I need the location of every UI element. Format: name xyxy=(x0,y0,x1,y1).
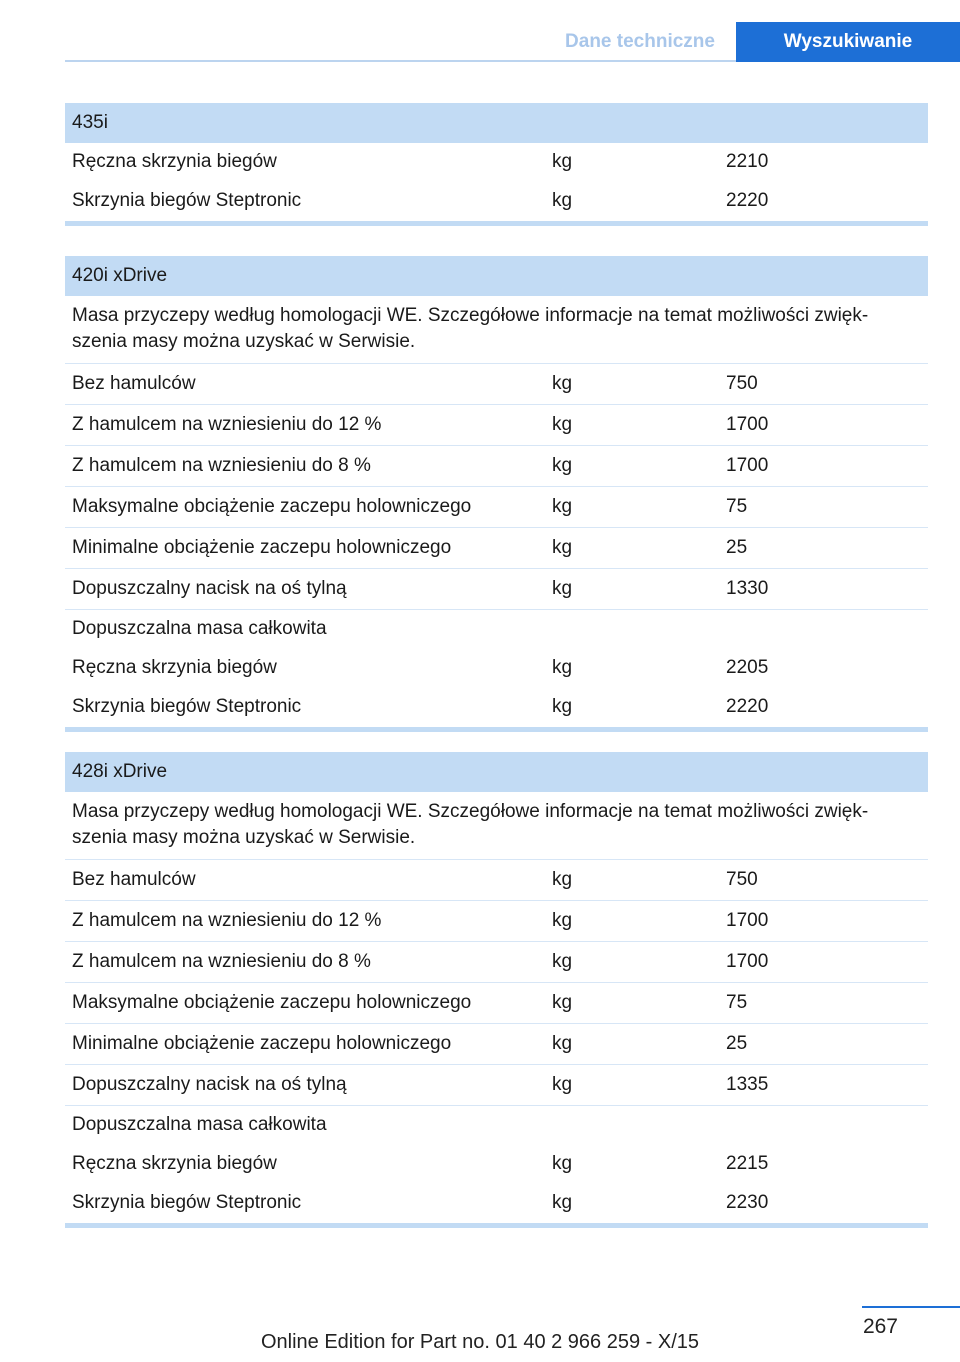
table-row xyxy=(65,569,928,610)
row-value: 2230 xyxy=(726,1192,769,1213)
table-row xyxy=(65,446,928,487)
row-unit: kg xyxy=(552,869,573,890)
table-end-rule xyxy=(65,221,928,226)
row-value: 1700 xyxy=(726,414,769,435)
row-label: Ręczna skrzynia biegów xyxy=(72,1153,277,1174)
row-value: 1700 xyxy=(726,455,769,476)
table-row xyxy=(65,364,928,405)
row-label: Skrzynia biegów Steptronic xyxy=(72,696,302,717)
page-number-rule xyxy=(862,1306,960,1308)
table-row xyxy=(65,405,928,446)
table-end-rule xyxy=(65,727,928,732)
row-unit: kg xyxy=(552,414,573,435)
table-row xyxy=(65,901,928,942)
row-label: Z hamulcem na wzniesieniu do 12 % xyxy=(72,414,382,435)
row-value: 25 xyxy=(726,537,748,558)
table-row xyxy=(65,1065,928,1106)
row-label: Dopuszczalna masa całkowita xyxy=(72,1114,327,1135)
row-value: 750 xyxy=(726,373,758,394)
table-note: Masa przyczepy według homologacji WE. Szczegółowe informacje na temat możliwości zwięk‐szenia masy można uzyskać w Serwisie. xyxy=(65,792,928,860)
tab-wyszukiwanie[interactable]: Wyszukiwanie xyxy=(736,22,960,62)
row-label: Ręczna skrzynia biegów xyxy=(72,151,277,172)
row-value: 1700 xyxy=(726,951,769,972)
row-label: Skrzynia biegów Steptronic xyxy=(72,1192,302,1213)
row-label: Dopuszczalna masa całkowita xyxy=(72,618,327,639)
row-value: 1330 xyxy=(726,578,769,599)
row-label: Minimalne obciążenie zaczepu holowniczego xyxy=(72,1033,452,1054)
row-value: 2205 xyxy=(726,657,769,678)
table-420i-xdrive xyxy=(65,256,928,732)
row-label: Z hamulcem na wzniesieniu do 8 % xyxy=(72,951,371,972)
table-title: 428i xDrive xyxy=(65,752,928,792)
table-title: 420i xDrive xyxy=(65,256,928,296)
table-row xyxy=(65,983,928,1024)
table-row xyxy=(65,1024,928,1065)
row-label: Maksymalne obciążenie zaczepu holowniczego xyxy=(72,992,472,1013)
table-row xyxy=(65,688,928,727)
row-label: Bez hamulców xyxy=(72,373,196,394)
row-label: Ręczna skrzynia biegów xyxy=(72,657,277,678)
row-value: 2220 xyxy=(726,696,769,717)
row-label: Z hamulcem na wzniesieniu do 12 % xyxy=(72,910,382,931)
table-row xyxy=(65,942,928,983)
table-428i-xdrive xyxy=(65,752,928,1228)
table-row-total-heading xyxy=(65,610,928,649)
table-row xyxy=(65,860,928,901)
row-value: 1335 xyxy=(726,1074,769,1095)
row-unit: kg xyxy=(552,910,573,931)
table-row xyxy=(65,1184,928,1223)
row-unit: kg xyxy=(552,696,573,717)
row-unit: kg xyxy=(552,992,573,1013)
row-unit: kg xyxy=(552,951,573,972)
row-label: Skrzynia biegów Steptronic xyxy=(72,190,302,211)
tab-dane-techniczne[interactable]: Dane techniczne xyxy=(565,31,715,52)
table-title: 435i xyxy=(65,103,928,143)
row-value: 2210 xyxy=(726,151,769,172)
row-unit: kg xyxy=(552,1192,573,1213)
table-row-total-heading xyxy=(65,1106,928,1145)
row-label: Maksymalne obciążenie zaczepu holowniczego xyxy=(72,496,472,517)
row-unit: kg xyxy=(552,657,573,678)
row-label: Dopuszczalny nacisk na oś tylną xyxy=(72,578,347,599)
table-row xyxy=(65,182,928,221)
table-note: Masa przyczepy według homologacji WE. Szczegółowe informacje na temat możliwości zwięk‐szenia masy można uzyskać w Serwisie. xyxy=(65,296,928,364)
table-row xyxy=(65,649,928,688)
row-label: Minimalne obciążenie zaczepu holowniczego xyxy=(72,537,452,558)
row-unit: kg xyxy=(552,151,573,172)
row-value: 1700 xyxy=(726,910,769,931)
header-tabs xyxy=(544,22,960,62)
table-row xyxy=(65,487,928,528)
row-unit: kg xyxy=(552,578,573,599)
row-value: 2220 xyxy=(726,190,769,211)
row-label: Bez hamulców xyxy=(72,869,196,890)
row-label: Z hamulcem na wzniesieniu do 8 % xyxy=(72,455,371,476)
row-value: 750 xyxy=(726,869,758,890)
table-435i xyxy=(65,103,928,226)
table-row xyxy=(65,528,928,569)
row-unit: kg xyxy=(552,537,573,558)
row-value: 75 xyxy=(726,496,748,517)
row-unit: kg xyxy=(552,496,573,517)
edition-footer: Online Edition for Part no. 01 40 2 966 259 - X/15 xyxy=(260,1331,700,1353)
page-number: 267 xyxy=(862,1315,898,1338)
row-label: Dopuszczalny nacisk na oś tylną xyxy=(72,1074,347,1095)
row-unit: kg xyxy=(552,455,573,476)
row-unit: kg xyxy=(552,1153,573,1174)
row-value: 25 xyxy=(726,1033,748,1054)
row-value: 2215 xyxy=(726,1153,769,1174)
table-row xyxy=(65,1145,928,1184)
row-unit: kg xyxy=(552,1074,573,1095)
table-end-rule xyxy=(65,1223,928,1228)
table-row xyxy=(65,143,928,182)
row-unit: kg xyxy=(552,190,573,211)
row-value: 75 xyxy=(726,992,748,1013)
row-unit: kg xyxy=(552,373,573,394)
row-unit: kg xyxy=(552,1033,573,1054)
